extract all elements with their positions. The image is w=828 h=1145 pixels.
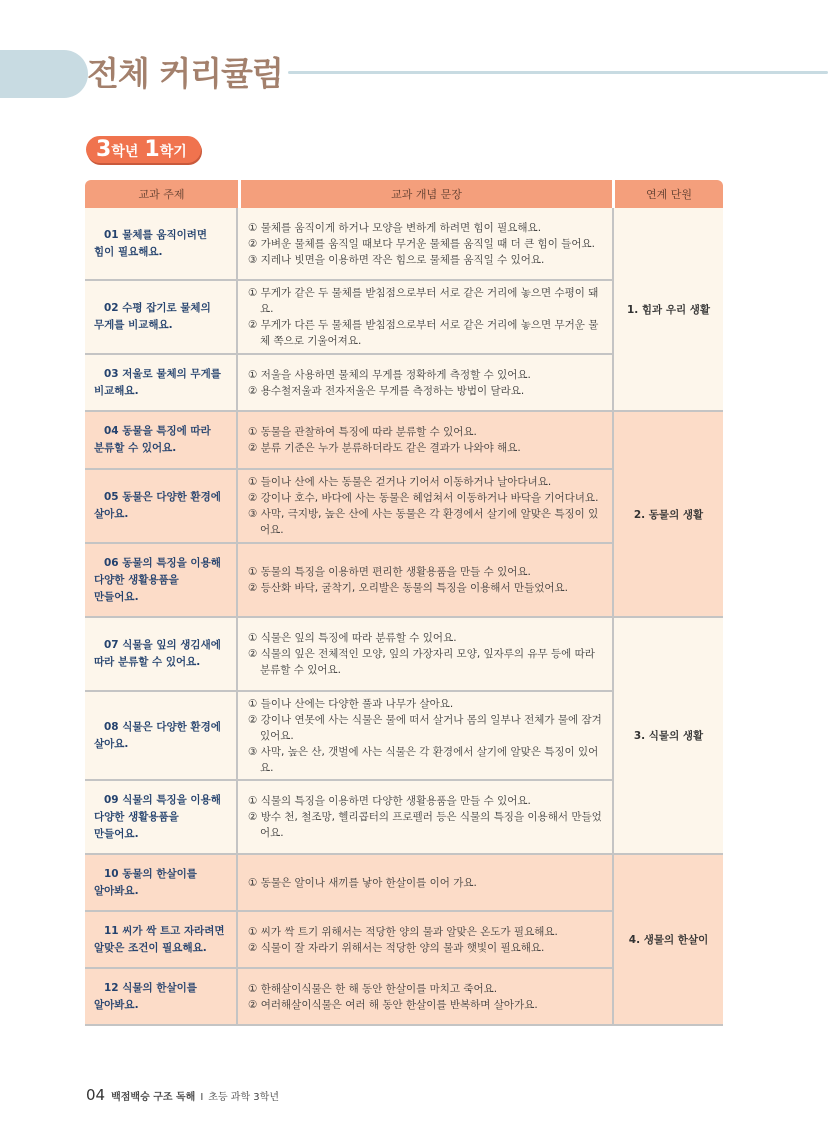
concept-sentence: ① 동물의 특징을 이용하면 편리한 생활용품을 만들 수 있어요.: [248, 566, 531, 578]
topic-cell: [85, 781, 238, 855]
concept-sentence: ③ 지레나 빗면을 이용하면 작은 힘으로 물체를 움직일 수 있어요.: [248, 253, 545, 266]
topic-cell: [85, 969, 238, 1026]
concept-cell: [238, 412, 612, 470]
topic-line: 06 동물의 특징을 이용해: [104, 556, 221, 569]
topic-line: 살아요.: [94, 508, 129, 520]
page-number: 04: [86, 1086, 106, 1104]
footer-subject: 초등 과학 3학년: [208, 1092, 279, 1103]
concept-cell: [238, 618, 612, 692]
topic-line: 04 동물을 특징에 따라: [104, 425, 211, 437]
topic-line: 다양한 생활용품을: [94, 810, 179, 823]
topic-cell: [85, 912, 238, 969]
topic-line: 힘이 필요해요.: [94, 245, 163, 258]
page-footer: [86, 1086, 279, 1104]
curriculum-table-wrapper: [85, 180, 723, 1026]
unit-cell: 3. 식물의 생활: [612, 618, 723, 855]
topic-cell: [85, 470, 238, 544]
concept-cell: [238, 855, 612, 912]
concept-sentence: ② 식물의 잎은 전체적인 모양, 잎의 가장자리 모양, 잎자루의 유무 등에 따라 분류할 수 있어요.: [248, 648, 595, 676]
topic-line: 다양한 생활용품을: [94, 573, 179, 586]
concept-sentence: ② 등산화 바닥, 굴착기, 오리발은 동물의 특징을 이용해서 만들었어요.: [248, 582, 568, 594]
table-row: [85, 208, 723, 281]
book-title: 백점백승 구조 독해: [111, 1092, 196, 1103]
topic-cell: [85, 412, 238, 470]
header-tab-decoration: [0, 50, 88, 98]
concept-sentence: ① 들이나 산에 사는 동물은 걷거나 기어서 이동하거나 날아다녀요.: [248, 476, 552, 488]
concept-cell: [238, 470, 612, 544]
grade-number: 3: [96, 137, 112, 162]
table-row: [85, 618, 723, 692]
topic-line: 12 식물의 한살이를: [104, 981, 197, 994]
header-topic: 교과 주제: [85, 180, 238, 208]
concept-sentence: ② 용수철저울과 전자저울은 무게를 측정하는 방법이 달라요.: [248, 384, 525, 397]
topic-line: 02 수평 잡기로 물체의: [104, 302, 211, 314]
concept-sentence: ① 식물의 특징을 이용하면 다양한 생활용품을 만들 수 있어요.: [248, 795, 531, 807]
concept-sentence: ② 식물이 잘 자라기 위해서는 적당한 양의 물과 햇빛이 필요해요.: [248, 941, 545, 954]
topic-line: 따라 분류할 수 있어요.: [94, 656, 201, 668]
table-row: [85, 412, 723, 470]
topic-line: 09 식물의 특징을 이용해: [104, 793, 221, 806]
topic-line: 만들어요.: [94, 827, 139, 840]
concept-sentence: ① 동물은 알이나 새끼를 낳아 한살이를 이어 가요.: [248, 876, 477, 889]
concept-sentence: ② 강이나 호수, 바다에 사는 동물은 헤엄쳐서 이동하거나 바닥을 기어다녀요.: [248, 492, 599, 504]
table-body: [85, 208, 723, 1026]
topic-cell: [85, 355, 238, 412]
grade-word: 학년: [111, 144, 139, 160]
topic-line: 비교해요.: [94, 384, 139, 397]
topic-cell: [85, 855, 238, 912]
concept-sentence: ① 저울을 사용하면 물체의 무게를 정확하게 측정할 수 있어요.: [248, 368, 531, 381]
concept-cell: [238, 544, 612, 618]
concept-sentence: ② 가벼운 물체를 움직일 때보다 무거운 물체를 움직일 때 더 큰 힘이 들어요.: [248, 237, 595, 250]
topic-line: 01 물체를 움직이려면: [104, 228, 208, 241]
concept-cell: [238, 281, 612, 355]
curriculum-table: [85, 180, 723, 1026]
concept-cell: [238, 969, 612, 1026]
topic-line: 03 저울로 물체의 무게를: [104, 367, 221, 380]
concept-sentence: ① 물체를 움직이게 하거나 모양을 변하게 하려면 힘이 필요해요.: [248, 221, 542, 234]
concept-sentence: ③ 사막, 높은 산, 갯벌에 사는 식물은 각 환경에서 살기에 알맞은 특징이 있어요.: [248, 745, 599, 774]
topic-line: 살아요.: [94, 737, 129, 750]
topic-line: 08 식물은 다양한 환경에: [104, 720, 221, 733]
concept-cell: [238, 781, 612, 855]
footer-separator: I: [200, 1092, 204, 1103]
concept-sentence: ③ 사막, 극지방, 높은 산에 사는 동물은 각 환경에서 살기에 알맞은 특징이 있어요.: [248, 508, 599, 536]
concept-sentence: ② 방수 천, 철조망, 헬리콥터의 프로펠러 등은 식물의 특징을 이용해서 만들었어요.: [248, 811, 602, 839]
page-title: 전체 커리큘럼: [87, 54, 283, 93]
topic-cell: [85, 618, 238, 692]
topic-line: 11 씨가 싹 트고 자라려면: [104, 924, 225, 937]
concept-sentence: ① 씨가 싹 트기 위해서는 적당한 양의 물과 알맞은 온도가 필요해요.: [248, 925, 558, 938]
topic-line: 무게를 비교해요.: [94, 319, 173, 331]
topic-cell: [85, 692, 238, 781]
concept-sentence: ① 동물을 관찰하여 특징에 따라 분류할 수 있어요.: [248, 426, 477, 438]
topic-line: 05 동물은 다양한 환경에: [104, 491, 221, 503]
concept-sentence: ① 한해살이식물은 한 해 동안 한살이를 마치고 죽어요.: [248, 982, 498, 995]
term-word: 학기: [159, 144, 187, 160]
concept-sentence: ① 무게가 같은 두 물체를 받침점으로부터 서로 같은 거리에 놓으면 수평이 돼요.: [248, 287, 599, 315]
concept-cell: [238, 692, 612, 781]
header-concept: 교과 개념 문장: [238, 180, 612, 208]
concept-sentence: ② 무게가 다른 두 물체를 받침점으로부터 서로 같은 거리에 놓으면 무거운 물체 쪽으로 기울어져요.: [248, 319, 599, 347]
topic-cell: [85, 544, 238, 618]
topic-line: 분류할 수 있어요.: [94, 442, 177, 454]
semester-badge: [86, 136, 201, 163]
topic-line: 07 식물을 잎의 생김새에: [104, 639, 221, 651]
unit-cell: 1. 힘과 우리 생활: [612, 208, 723, 412]
term-number: 1: [144, 137, 160, 162]
topic-line: 10 동물의 한살이를: [104, 867, 197, 880]
table-header-row: [85, 180, 723, 208]
concept-cell: [238, 355, 612, 412]
concept-sentence: ① 들이나 산에는 다양한 풀과 나무가 살아요.: [248, 697, 454, 710]
title-rule: [288, 71, 828, 74]
concept-sentence: ② 여러해살이식물은 여러 해 동안 한살이를 반복하며 살아가요.: [248, 998, 538, 1011]
unit-cell: 2. 동물의 생활: [612, 412, 723, 618]
topic-line: 만들어요.: [94, 590, 139, 603]
topic-line: 알맞은 조건이 필요해요.: [94, 941, 207, 954]
header-unit: 연계 단원: [612, 180, 723, 208]
topic-line: 알아봐요.: [94, 998, 139, 1011]
concept-sentence: ② 분류 기준은 누가 분류하더라도 같은 결과가 나와야 해요.: [248, 442, 521, 454]
concept-sentence: ② 강이나 연못에 사는 식물은 물에 떠서 살거나 몸의 일부나 전체가 물에 잠겨 있어요.: [248, 713, 602, 742]
concept-cell: [238, 912, 612, 969]
table-row: [85, 855, 723, 912]
topic-line: 알아봐요.: [94, 884, 139, 897]
topic-cell: [85, 281, 238, 355]
concept-cell: [238, 208, 612, 281]
unit-cell: 4. 생물의 한살이: [612, 855, 723, 1026]
concept-sentence: ① 식물은 잎의 특징에 따라 분류할 수 있어요.: [248, 632, 457, 644]
topic-cell: [85, 208, 238, 281]
